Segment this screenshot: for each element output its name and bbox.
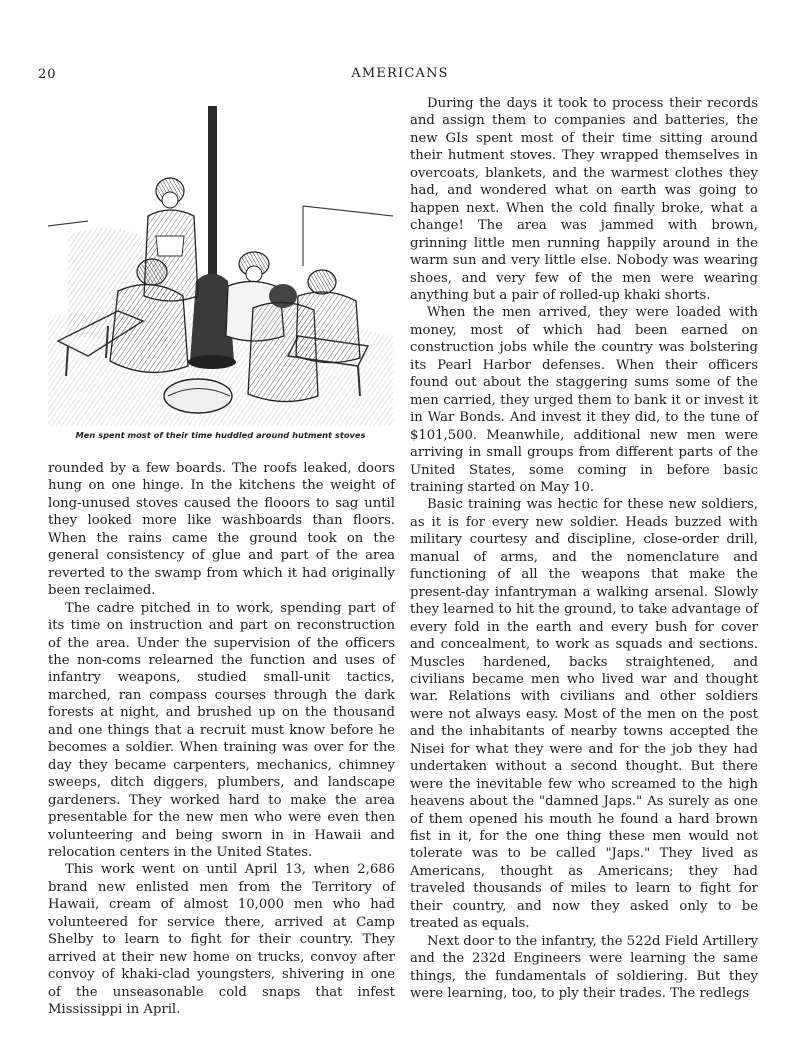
paragraph: When the men arrived, they were loaded with money, most of which had been earned on construction jobs while the country was bolstering its Pearl Harbor defenses. When their officers found out about the staggering sums some of the men carried, they urged them to bank it or invest it in War Bonds. And invest it they did, to the tune of $101,500. Meanwhile, additional new men were arriving in small groups from different parts of the United States, some coming in before basic training started on May 10. (410, 305, 758, 495)
paragraph: The cadre pitched in to work, spending part of its time on instruction and part on reconstruction of the area. Under the supervision of the officers the non-coms relearned the function and uses of infantry weapons, studied small-unit tactics, marched, ran compass courses through the dark forests at night, and brushed up on the thousand and one things that a recruit must know before he becomes a soldier. When training was over for the day they became carpenters, mechanics, chimney sweeps, ditch diggers, plumbers, and landscape gardeners. They worked hard to make the area presentable for the new men who were even then volunteering and being sworn in in Hawaii and relocation centers in the United States. (48, 600, 395, 860)
left-text-column (48, 460, 395, 1019)
paragraph: This work went on until April 13, when 2,686 brand new enlisted men from the Territory of Hawaii, cream of almost 10,000 men who had volunteered for service there, arrived at Camp Shelby to learn to fight for their country. They arrived at their new home on trucks, convoy after convoy of khaki-clad youngsters, shivering in one of the unseasonable cold snaps that infest Mississippi in April. (48, 862, 395, 1018)
figure-caption: Men spent most of their time huddled around hutment stoves (75, 430, 366, 440)
soldiers-around-stove-drawing (48, 96, 393, 426)
paragraph: During the days it took to process their records and assign them to companies and batteries, the new GIs spent most of their time sitting around their hutment stoves. They wrapped themselves in overcoats, blankets, and the warmest clothes they had, and wondered what on earth was going to happen next. When the cold finally broke, what a change! The area was jammed with brown, grinning little men running happily around in the warm sun and very little else. Nobody was wearing shoes, and very few of the men were wearing anything but a pair of rolled-up khaki shorts. (410, 96, 758, 303)
illustration-figure (48, 96, 393, 440)
running-head: AMERICANS (351, 66, 449, 81)
page-number: 20 (38, 67, 57, 82)
right-text-column (410, 95, 758, 1003)
paragraph: Basic training was hectic for these new soldiers, as it is for every new soldier. Heads buzzed with military courtesy and discipline, close-order drill, manual of arms, and the nomenclature and functioning of all the weapons that make the present-day infantryman a walking arsenal. Slowly they learned to hit the ground, to take advantage of every fold in the earth and every bush for cover and concealment, to work as squads and sections. Muscles hardened, backs straightened, and civilians became men who lived war and thought war. Relations with civilians and other soldiers were not always easy. Most of the men on the post and the inhabitants of nearby towns accepted the Nisei for what they were and for the job they had undertaken without a second thought. But there were the inevitable few who screamed to the high heavens about the "damned Japs." As surely as one of them opened his mouth he found a hard brown fist in it, for the one thing these men would not tolerate was to be called "Japs." They lived as Americans, thought as Americans; they had traveled thousands of miles to learn to fight for their country, and now they asked only to be treated as equals. (410, 497, 758, 932)
paragraph: Next door to the infantry, the 522d Field Artillery and the 232d Engineers were learning the same things, the fundamentals of soldiering. But they were learning, too, to ply their trades. The redlegs (410, 933, 758, 1002)
paragraph: rounded by a few boards. The roofs leaked, doors hung on one hinge. In the kitchens the weight of long-unused stoves caused the flooors to sag until they looked more like washboards than floors. When the rains came the ground took on the general consistency of glue and part of the area reverted to the swamp from which it had originally been reclaimed. (48, 461, 395, 599)
